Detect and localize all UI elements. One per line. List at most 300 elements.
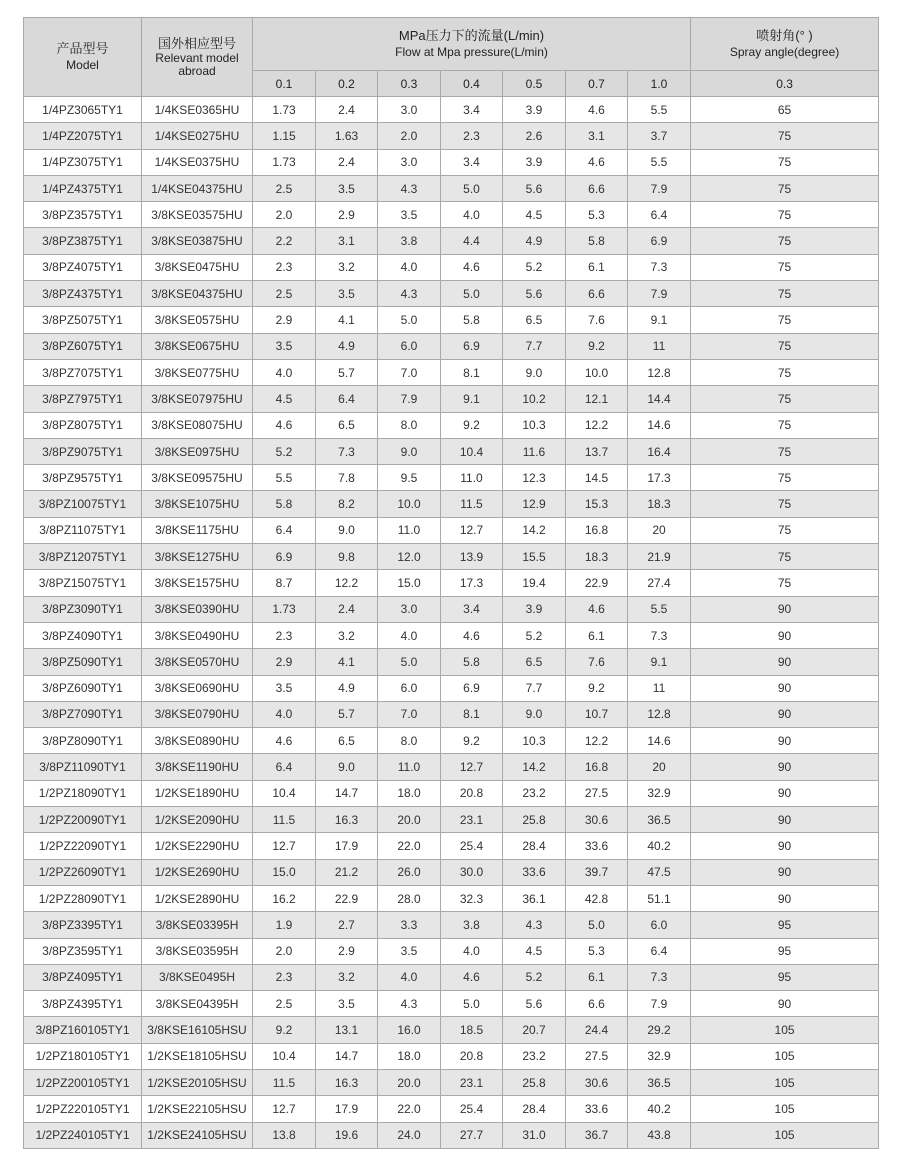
- flow-cell: 6.9: [253, 544, 316, 570]
- flow-cell: 12.7: [441, 517, 503, 543]
- flow-cell: 2.4: [316, 596, 378, 622]
- flow-cell: 12.0: [378, 544, 441, 570]
- relevant-model-cell: 3/8KSE03395H: [142, 912, 253, 938]
- model-cell: 1/2PZ28090TY1: [24, 885, 142, 911]
- flow-cell: 14.6: [628, 728, 691, 754]
- flow-cell: 7.9: [628, 991, 691, 1017]
- flow-cell: 3.2: [316, 622, 378, 648]
- flow-cell: 5.5: [628, 149, 691, 175]
- relevant-model-cell: 3/8KSE0475HU: [142, 254, 253, 280]
- table-row: [24, 701, 879, 727]
- relevant-model-cell: 3/8KSE03875HU: [142, 228, 253, 254]
- table-row: [24, 254, 879, 280]
- flow-cell: 22.0: [378, 833, 441, 859]
- flow-cell: 25.8: [503, 1069, 566, 1095]
- table-row: [24, 202, 879, 228]
- flow-cell: 12.8: [628, 701, 691, 727]
- flow-cell: 20.7: [503, 1017, 566, 1043]
- flow-cell: 12.3: [503, 465, 566, 491]
- flow-cell: 27.5: [566, 780, 628, 806]
- flow-cell: 2.3: [253, 254, 316, 280]
- spray-angle-cell: 75: [691, 333, 879, 359]
- flow-cell: 36.1: [503, 885, 566, 911]
- relevant-model-cell: 3/8KSE1275HU: [142, 544, 253, 570]
- table-row: [24, 544, 879, 570]
- flow-cell: 2.9: [316, 938, 378, 964]
- flow-cell: 5.0: [441, 991, 503, 1017]
- flow-cell: 5.6: [503, 991, 566, 1017]
- spray-angle-cell: 95: [691, 964, 879, 990]
- spray-angle-cell: 75: [691, 175, 879, 201]
- spray-angle-cell: 75: [691, 149, 879, 175]
- flow-cell: 2.4: [316, 97, 378, 123]
- spray-angle-cell: 75: [691, 386, 879, 412]
- flow-cell: 8.0: [378, 412, 441, 438]
- spray-angle-cell: 95: [691, 938, 879, 964]
- relevant-model-cell: 1/2KSE2290HU: [142, 833, 253, 859]
- flow-cell: 6.4: [628, 938, 691, 964]
- relevant-model-cell: 1/4KSE0275HU: [142, 123, 253, 149]
- relevant-model-cell: 3/8KSE0675HU: [142, 333, 253, 359]
- flow-cell: 4.6: [566, 97, 628, 123]
- flow-cell: 51.1: [628, 885, 691, 911]
- relevant-header-en: Relevant model abroad: [155, 51, 239, 78]
- model-cell: 3/8PZ4075TY1: [24, 254, 142, 280]
- flow-cell: 5.0: [566, 912, 628, 938]
- flow-cell: 27.4: [628, 570, 691, 596]
- flow-cell: 6.9: [628, 228, 691, 254]
- flow-cell: 3.7: [628, 123, 691, 149]
- flow-cell: 14.5: [566, 465, 628, 491]
- table-row: [24, 1017, 879, 1043]
- model-cell: 1/4PZ3065TY1: [24, 97, 142, 123]
- flow-cell: 4.3: [378, 281, 441, 307]
- flow-cell: 4.0: [378, 254, 441, 280]
- flow-cell: 5.8: [566, 228, 628, 254]
- table-row: [24, 675, 879, 701]
- flow-cell: 16.2: [253, 885, 316, 911]
- relevant-model-cell: 1/2KSE2690HU: [142, 859, 253, 885]
- flow-cell: 12.8: [628, 359, 691, 385]
- model-cell: 3/8PZ11075TY1: [24, 517, 142, 543]
- relevant-model-cell: 3/8KSE0790HU: [142, 701, 253, 727]
- spray-nozzle-table-container: [23, 17, 878, 1149]
- table-row: [24, 912, 879, 938]
- flow-cell: 40.2: [628, 1096, 691, 1122]
- flow-cell: 6.9: [441, 675, 503, 701]
- flow-cell: 10.0: [378, 491, 441, 517]
- flow-cell: 10.4: [441, 438, 503, 464]
- flow-cell: 3.5: [316, 991, 378, 1017]
- flow-cell: 6.1: [566, 622, 628, 648]
- flow-cell: 16.4: [628, 438, 691, 464]
- flow-cell: 6.6: [566, 175, 628, 201]
- table-row: [24, 754, 879, 780]
- model-cell: 3/8PZ7075TY1: [24, 359, 142, 385]
- flow-cell: 36.7: [566, 1122, 628, 1148]
- flow-cell: 4.1: [316, 307, 378, 333]
- model-cell: 1/2PZ220105TY1: [24, 1096, 142, 1122]
- table-row: [24, 228, 879, 254]
- flow-cell: 7.3: [628, 964, 691, 990]
- spray-angle-cell: 75: [691, 491, 879, 517]
- flow-cell: 11: [628, 333, 691, 359]
- flow-cell: 4.3: [378, 991, 441, 1017]
- flow-cell: 5.0: [378, 307, 441, 333]
- flow-cell: 13.1: [316, 1017, 378, 1043]
- flow-cell: 2.5: [253, 175, 316, 201]
- model-cell: 1/2PZ26090TY1: [24, 859, 142, 885]
- model-cell: 3/8PZ9575TY1: [24, 465, 142, 491]
- flow-cell: 3.0: [378, 149, 441, 175]
- flow-cell: 3.5: [316, 281, 378, 307]
- flow-cell: 12.9: [503, 491, 566, 517]
- relevant-model-cell: 3/8KSE04395H: [142, 991, 253, 1017]
- flow-cell: 5.7: [316, 359, 378, 385]
- flow-cell: 14.4: [628, 386, 691, 412]
- flow-cell: 9.0: [378, 438, 441, 464]
- flow-cell: 2.9: [316, 202, 378, 228]
- relevant-model-cell: 1/4KSE0365HU: [142, 97, 253, 123]
- relevant-model-cell: 3/8KSE0495H: [142, 964, 253, 990]
- model-cell: 1/2PZ180105TY1: [24, 1043, 142, 1069]
- flow-cell: 21.9: [628, 544, 691, 570]
- table-row: [24, 1122, 879, 1148]
- flow-cell: 2.0: [253, 202, 316, 228]
- flow-cell: 17.9: [316, 1096, 378, 1122]
- relevant-model-cell: 3/8KSE0775HU: [142, 359, 253, 385]
- spray-angle-cell: 90: [691, 807, 879, 833]
- table-row: [24, 649, 879, 675]
- model-cell: 1/4PZ4375TY1: [24, 175, 142, 201]
- spray-angle-cell: 65: [691, 97, 879, 123]
- relevant-model-cell: 3/8KSE0975HU: [142, 438, 253, 464]
- flow-cell: 6.1: [566, 964, 628, 990]
- spray-angle-cell: 75: [691, 359, 879, 385]
- spray-nozzle-table: [23, 17, 879, 1149]
- flow-cell: 7.3: [316, 438, 378, 464]
- flow-cell: 10.3: [503, 412, 566, 438]
- flow-cell: 7.7: [503, 333, 566, 359]
- relevant-model-cell: 3/8KSE16105HSU: [142, 1017, 253, 1043]
- model-cell: 3/8PZ3090TY1: [24, 596, 142, 622]
- flow-cell: 12.2: [566, 728, 628, 754]
- table-row: [24, 1096, 879, 1122]
- flow-cell: 2.5: [253, 281, 316, 307]
- flow-cell: 9.0: [316, 517, 378, 543]
- model-header-zh: 产品型号: [56, 41, 109, 56]
- flow-cell: 7.9: [628, 281, 691, 307]
- relevant-model-cell: 1/2KSE24105HSU: [142, 1122, 253, 1148]
- table-row: [24, 964, 879, 990]
- flow-cell: 5.6: [503, 175, 566, 201]
- model-cell: 3/8PZ5090TY1: [24, 649, 142, 675]
- flow-cell: 16.3: [316, 1069, 378, 1095]
- flow-cell: 10.7: [566, 701, 628, 727]
- table-row: [24, 123, 879, 149]
- relevant-model-cell: 3/8KSE1575HU: [142, 570, 253, 596]
- flow-cell: 10.4: [253, 780, 316, 806]
- spray-angle-cell: 90: [691, 622, 879, 648]
- flow-cell: 18.3: [566, 544, 628, 570]
- flow-cell: 16.8: [566, 754, 628, 780]
- flow-cell: 7.0: [378, 359, 441, 385]
- flow-cell: 3.8: [378, 228, 441, 254]
- flow-cell: 30.0: [441, 859, 503, 885]
- flow-cell: 29.2: [628, 1017, 691, 1043]
- flow-cell: 6.5: [316, 412, 378, 438]
- flow-cell: 33.6: [503, 859, 566, 885]
- model-cell: 1/2PZ20090TY1: [24, 807, 142, 833]
- flow-cell: 1.73: [253, 97, 316, 123]
- table-row: [24, 1043, 879, 1069]
- flow-cell: 1.9: [253, 912, 316, 938]
- flow-cell: 3.5: [253, 675, 316, 701]
- flow-cell: 7.9: [628, 175, 691, 201]
- flow-cell: 33.6: [566, 833, 628, 859]
- table-row: [24, 859, 879, 885]
- flow-cell: 26.0: [378, 859, 441, 885]
- model-cell: 3/8PZ8075TY1: [24, 412, 142, 438]
- flow-cell: 13.7: [566, 438, 628, 464]
- flow-cell: 18.0: [378, 1043, 441, 1069]
- flow-cell: 14.2: [503, 754, 566, 780]
- model-cell: 1/2PZ240105TY1: [24, 1122, 142, 1148]
- flow-cell: 23.1: [441, 807, 503, 833]
- flow-cell: 4.0: [253, 701, 316, 727]
- table-row: [24, 386, 879, 412]
- pressure-header: 0.7: [566, 71, 628, 97]
- relevant-model-cell: 1/4KSE0375HU: [142, 149, 253, 175]
- flow-cell: 19.6: [316, 1122, 378, 1148]
- flow-cell: 8.2: [316, 491, 378, 517]
- flow-cell: 6.0: [378, 333, 441, 359]
- table-row: [24, 807, 879, 833]
- spray-angle-cell: 105: [691, 1122, 879, 1148]
- relevant-model-cell: 1/2KSE18105HSU: [142, 1043, 253, 1069]
- flow-cell: 3.9: [503, 149, 566, 175]
- flow-cell: 28.4: [503, 1096, 566, 1122]
- relevant-model-cell: 3/8KSE0890HU: [142, 728, 253, 754]
- flow-cell: 30.6: [566, 1069, 628, 1095]
- angle-pressure-header: 0.3: [691, 71, 879, 97]
- model-cell: 1/4PZ2075TY1: [24, 123, 142, 149]
- flow-cell: 6.6: [566, 281, 628, 307]
- flow-cell: 5.3: [566, 202, 628, 228]
- flow-cell: 3.0: [378, 97, 441, 123]
- spray-angle-cell: 90: [691, 728, 879, 754]
- flow-cell: 4.3: [378, 175, 441, 201]
- flow-cell: 28.0: [378, 885, 441, 911]
- flow-cell: 27.7: [441, 1122, 503, 1148]
- flow-cell: 6.5: [503, 307, 566, 333]
- pressure-header: 0.3: [378, 71, 441, 97]
- flow-cell: 25.4: [441, 833, 503, 859]
- relevant-model-cell: 3/8KSE1175HU: [142, 517, 253, 543]
- flow-cell: 5.8: [441, 649, 503, 675]
- flow-cell: 14.6: [628, 412, 691, 438]
- flow-cell: 4.6: [566, 596, 628, 622]
- flow-cell: 28.4: [503, 833, 566, 859]
- flow-cell: 1.15: [253, 123, 316, 149]
- model-cell: 3/8PZ7975TY1: [24, 386, 142, 412]
- table-row: [24, 307, 879, 333]
- flow-cell: 2.0: [378, 123, 441, 149]
- flow-cell: 1.73: [253, 596, 316, 622]
- relevant-model-cell: 3/8KSE0490HU: [142, 622, 253, 648]
- flow-cell: 7.0: [378, 701, 441, 727]
- flow-cell: 32.9: [628, 1043, 691, 1069]
- flow-cell: 3.4: [441, 596, 503, 622]
- flow-cell: 5.2: [253, 438, 316, 464]
- flow-cell: 12.2: [316, 570, 378, 596]
- model-cell: 3/8PZ5075TY1: [24, 307, 142, 333]
- table-row: [24, 517, 879, 543]
- flow-header-en: Flow at Mpa pressure(L/min): [395, 45, 548, 59]
- flow-cell: 2.5: [253, 991, 316, 1017]
- model-cell: 3/8PZ3875TY1: [24, 228, 142, 254]
- flow-cell: 18.0: [378, 780, 441, 806]
- flow-cell: 4.0: [378, 964, 441, 990]
- table-body: [24, 97, 879, 1149]
- flow-cell: 4.5: [503, 938, 566, 964]
- flow-cell: 9.5: [378, 465, 441, 491]
- flow-cell: 9.1: [628, 307, 691, 333]
- flow-cell: 4.3: [503, 912, 566, 938]
- model-cell: 3/8PZ7090TY1: [24, 701, 142, 727]
- spray-angle-cell: 75: [691, 281, 879, 307]
- flow-cell: 15.0: [378, 570, 441, 596]
- flow-cell: 18.5: [441, 1017, 503, 1043]
- flow-cell: 2.9: [253, 649, 316, 675]
- flow-cell: 9.1: [628, 649, 691, 675]
- flow-cell: 3.9: [503, 596, 566, 622]
- model-header-en: Model: [66, 58, 99, 72]
- flow-cell: 5.5: [628, 596, 691, 622]
- spray-angle-cell: 90: [691, 885, 879, 911]
- flow-cell: 6.0: [378, 675, 441, 701]
- spray-angle-cell: 90: [691, 991, 879, 1017]
- flow-cell: 21.2: [316, 859, 378, 885]
- spray-angle-cell: 105: [691, 1043, 879, 1069]
- flow-cell: 11.0: [378, 517, 441, 543]
- table-row: [24, 438, 879, 464]
- flow-cell: 17.3: [628, 465, 691, 491]
- flow-cell: 25.8: [503, 807, 566, 833]
- pressure-header: 0.4: [441, 71, 503, 97]
- spray-angle-cell: 90: [691, 649, 879, 675]
- flow-cell: 8.7: [253, 570, 316, 596]
- flow-cell: 39.7: [566, 859, 628, 885]
- relevant-model-cell: 1/2KSE22105HSU: [142, 1096, 253, 1122]
- flow-cell: 4.0: [378, 622, 441, 648]
- pressure-header: 0.5: [503, 71, 566, 97]
- flow-cell: 5.0: [378, 649, 441, 675]
- flow-cell: 6.1: [566, 254, 628, 280]
- flow-cell: 14.7: [316, 1043, 378, 1069]
- relevant-model-cell: 3/8KSE0690HU: [142, 675, 253, 701]
- relevant-model-cell: 3/8KSE04375HU: [142, 281, 253, 307]
- flow-cell: 42.8: [566, 885, 628, 911]
- flow-cell: 36.5: [628, 807, 691, 833]
- flow-cell: 12.7: [253, 833, 316, 859]
- flow-cell: 20.0: [378, 807, 441, 833]
- flow-cell: 5.0: [441, 175, 503, 201]
- flow-cell: 20.8: [441, 780, 503, 806]
- pressure-header: 0.2: [316, 71, 378, 97]
- flow-cell: 6.4: [628, 202, 691, 228]
- flow-cell: 23.2: [503, 1043, 566, 1069]
- flow-cell: 5.5: [628, 97, 691, 123]
- flow-cell: 17.3: [441, 570, 503, 596]
- flow-cell: 3.2: [316, 964, 378, 990]
- flow-cell: 9.0: [503, 359, 566, 385]
- table-row: [24, 281, 879, 307]
- relevant-header-zh: 国外相应型号: [157, 36, 236, 51]
- flow-cell: 9.2: [566, 333, 628, 359]
- table-row: [24, 359, 879, 385]
- flow-cell: 9.8: [316, 544, 378, 570]
- flow-cell: 3.2: [316, 254, 378, 280]
- flow-cell: 4.6: [253, 728, 316, 754]
- table-row: [24, 570, 879, 596]
- flow-cell: 19.4: [503, 570, 566, 596]
- relevant-model-cell: 3/8KSE07975HU: [142, 386, 253, 412]
- flow-cell: 4.6: [441, 622, 503, 648]
- model-cell: 3/8PZ160105TY1: [24, 1017, 142, 1043]
- flow-cell: 4.4: [441, 228, 503, 254]
- spray-angle-cell: 90: [691, 701, 879, 727]
- flow-cell: 16.3: [316, 807, 378, 833]
- flow-cell: 10.3: [503, 728, 566, 754]
- flow-cell: 4.6: [566, 149, 628, 175]
- spray-angle-cell: 75: [691, 412, 879, 438]
- flow-cell: 9.2: [253, 1017, 316, 1043]
- angle-header-zh: 喷射角(° ): [756, 28, 813, 43]
- flow-cell: 7.7: [503, 675, 566, 701]
- flow-cell: 22.0: [378, 1096, 441, 1122]
- table-row: [24, 1069, 879, 1095]
- model-cell: 3/8PZ6075TY1: [24, 333, 142, 359]
- flow-cell: 3.4: [441, 97, 503, 123]
- flow-cell: 2.3: [253, 964, 316, 990]
- flow-cell: 11.5: [441, 491, 503, 517]
- flow-cell: 10.0: [566, 359, 628, 385]
- flow-cell: 6.0: [628, 912, 691, 938]
- flow-cell: 8.0: [378, 728, 441, 754]
- relevant-model-cell: 3/8KSE03575HU: [142, 202, 253, 228]
- flow-cell: 32.9: [628, 780, 691, 806]
- relevant-model-cell: 3/8KSE1190HU: [142, 754, 253, 780]
- flow-cell: 14.2: [503, 517, 566, 543]
- flow-cell: 5.2: [503, 622, 566, 648]
- flow-cell: 14.7: [316, 780, 378, 806]
- spray-angle-cell: 75: [691, 202, 879, 228]
- flow-cell: 12.2: [566, 412, 628, 438]
- flow-cell: 3.1: [566, 123, 628, 149]
- model-cell: 1/2PZ22090TY1: [24, 833, 142, 859]
- flow-cell: 2.3: [253, 622, 316, 648]
- flow-cell: 2.9: [253, 307, 316, 333]
- spray-angle-cell: 75: [691, 228, 879, 254]
- flow-cell: 7.6: [566, 307, 628, 333]
- flow-cell: 24.0: [378, 1122, 441, 1148]
- model-cell: 3/8PZ3575TY1: [24, 202, 142, 228]
- spray-angle-cell: 105: [691, 1017, 879, 1043]
- flow-cell: 6.4: [316, 386, 378, 412]
- flow-cell: 12.1: [566, 386, 628, 412]
- relevant-model-cell: 3/8KSE0570HU: [142, 649, 253, 675]
